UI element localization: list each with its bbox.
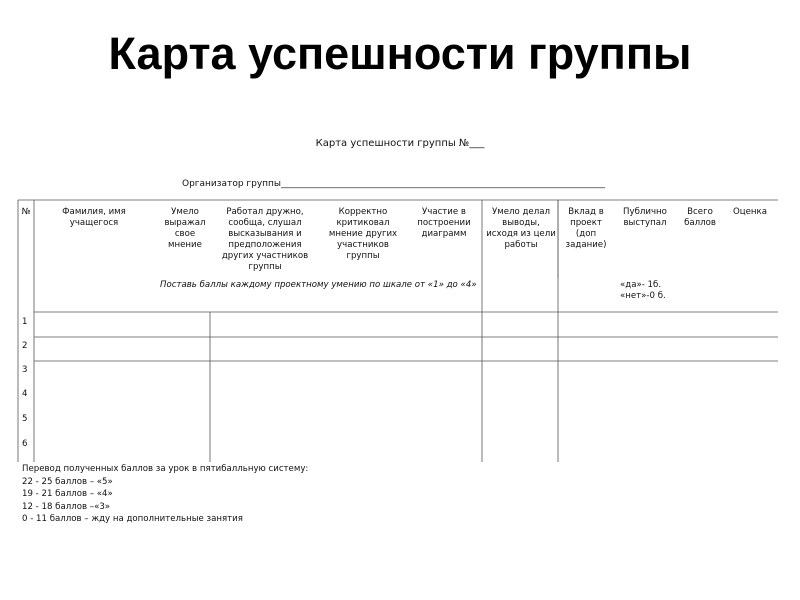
organizer-label: Организатор группы <box>182 179 282 189</box>
conversion-heading: Перевод полученных баллов за урок в пятибалльную систему: <box>22 464 309 474</box>
column-header-conclusions: Умело делал выводы, исходя из цели работы <box>486 207 556 250</box>
conversion-line: 19 - 21 баллов – «4» <box>22 489 113 500</box>
no-label: «нет»-0 б. <box>620 291 666 301</box>
column-header-name: Фамилия, имя учащегося <box>62 207 126 228</box>
conversion-line: 0 - 11 баллов – жду на дополнительные занятия <box>22 514 243 525</box>
row-number: 1 <box>22 317 28 327</box>
conversion-line: 12 - 18 баллов –«3» <box>22 501 111 512</box>
row-number: 3 <box>22 365 28 375</box>
column-header-grade: Оценка <box>733 207 767 217</box>
conversion-line: 22 - 25 баллов – «5» <box>22 476 113 487</box>
row-number: 5 <box>22 414 28 424</box>
yes-label: «да»- 1б. <box>620 280 662 290</box>
document-title: Карта успешности группы №___ <box>315 138 485 149</box>
yes-no-scoring <box>620 280 666 302</box>
column-header-criticized: Корректно критиковал мнение других участников группы <box>328 207 398 261</box>
row-number: 2 <box>22 341 28 351</box>
organizer-line: ________________________________________________________________________ <box>281 179 606 189</box>
slide-title: Карта успешности группы <box>108 28 692 79</box>
grade-conversion <box>22 463 308 526</box>
column-header-contribution: Вклад в проект (доп задание) <box>565 207 607 250</box>
column-header-number: № <box>21 207 31 217</box>
organizer-field <box>182 179 605 189</box>
column-header-public-speech: Публично выступал <box>623 207 667 228</box>
row-number: 6 <box>22 439 28 449</box>
column-header-expressed-opinion: Умело выражал свое мнение <box>164 207 206 250</box>
column-header-diagrams: Участие в построении диаграмм <box>417 207 471 239</box>
column-header-total: Всего баллов <box>684 207 716 228</box>
scoring-hint: Поставь баллы каждому проектному умению по шкале от «1» до «4» <box>160 280 477 290</box>
column-header-worked-together: Работал дружно, сообща, слушал высказывания и предположения других участников группы <box>221 207 309 272</box>
row-number: 4 <box>22 389 28 399</box>
